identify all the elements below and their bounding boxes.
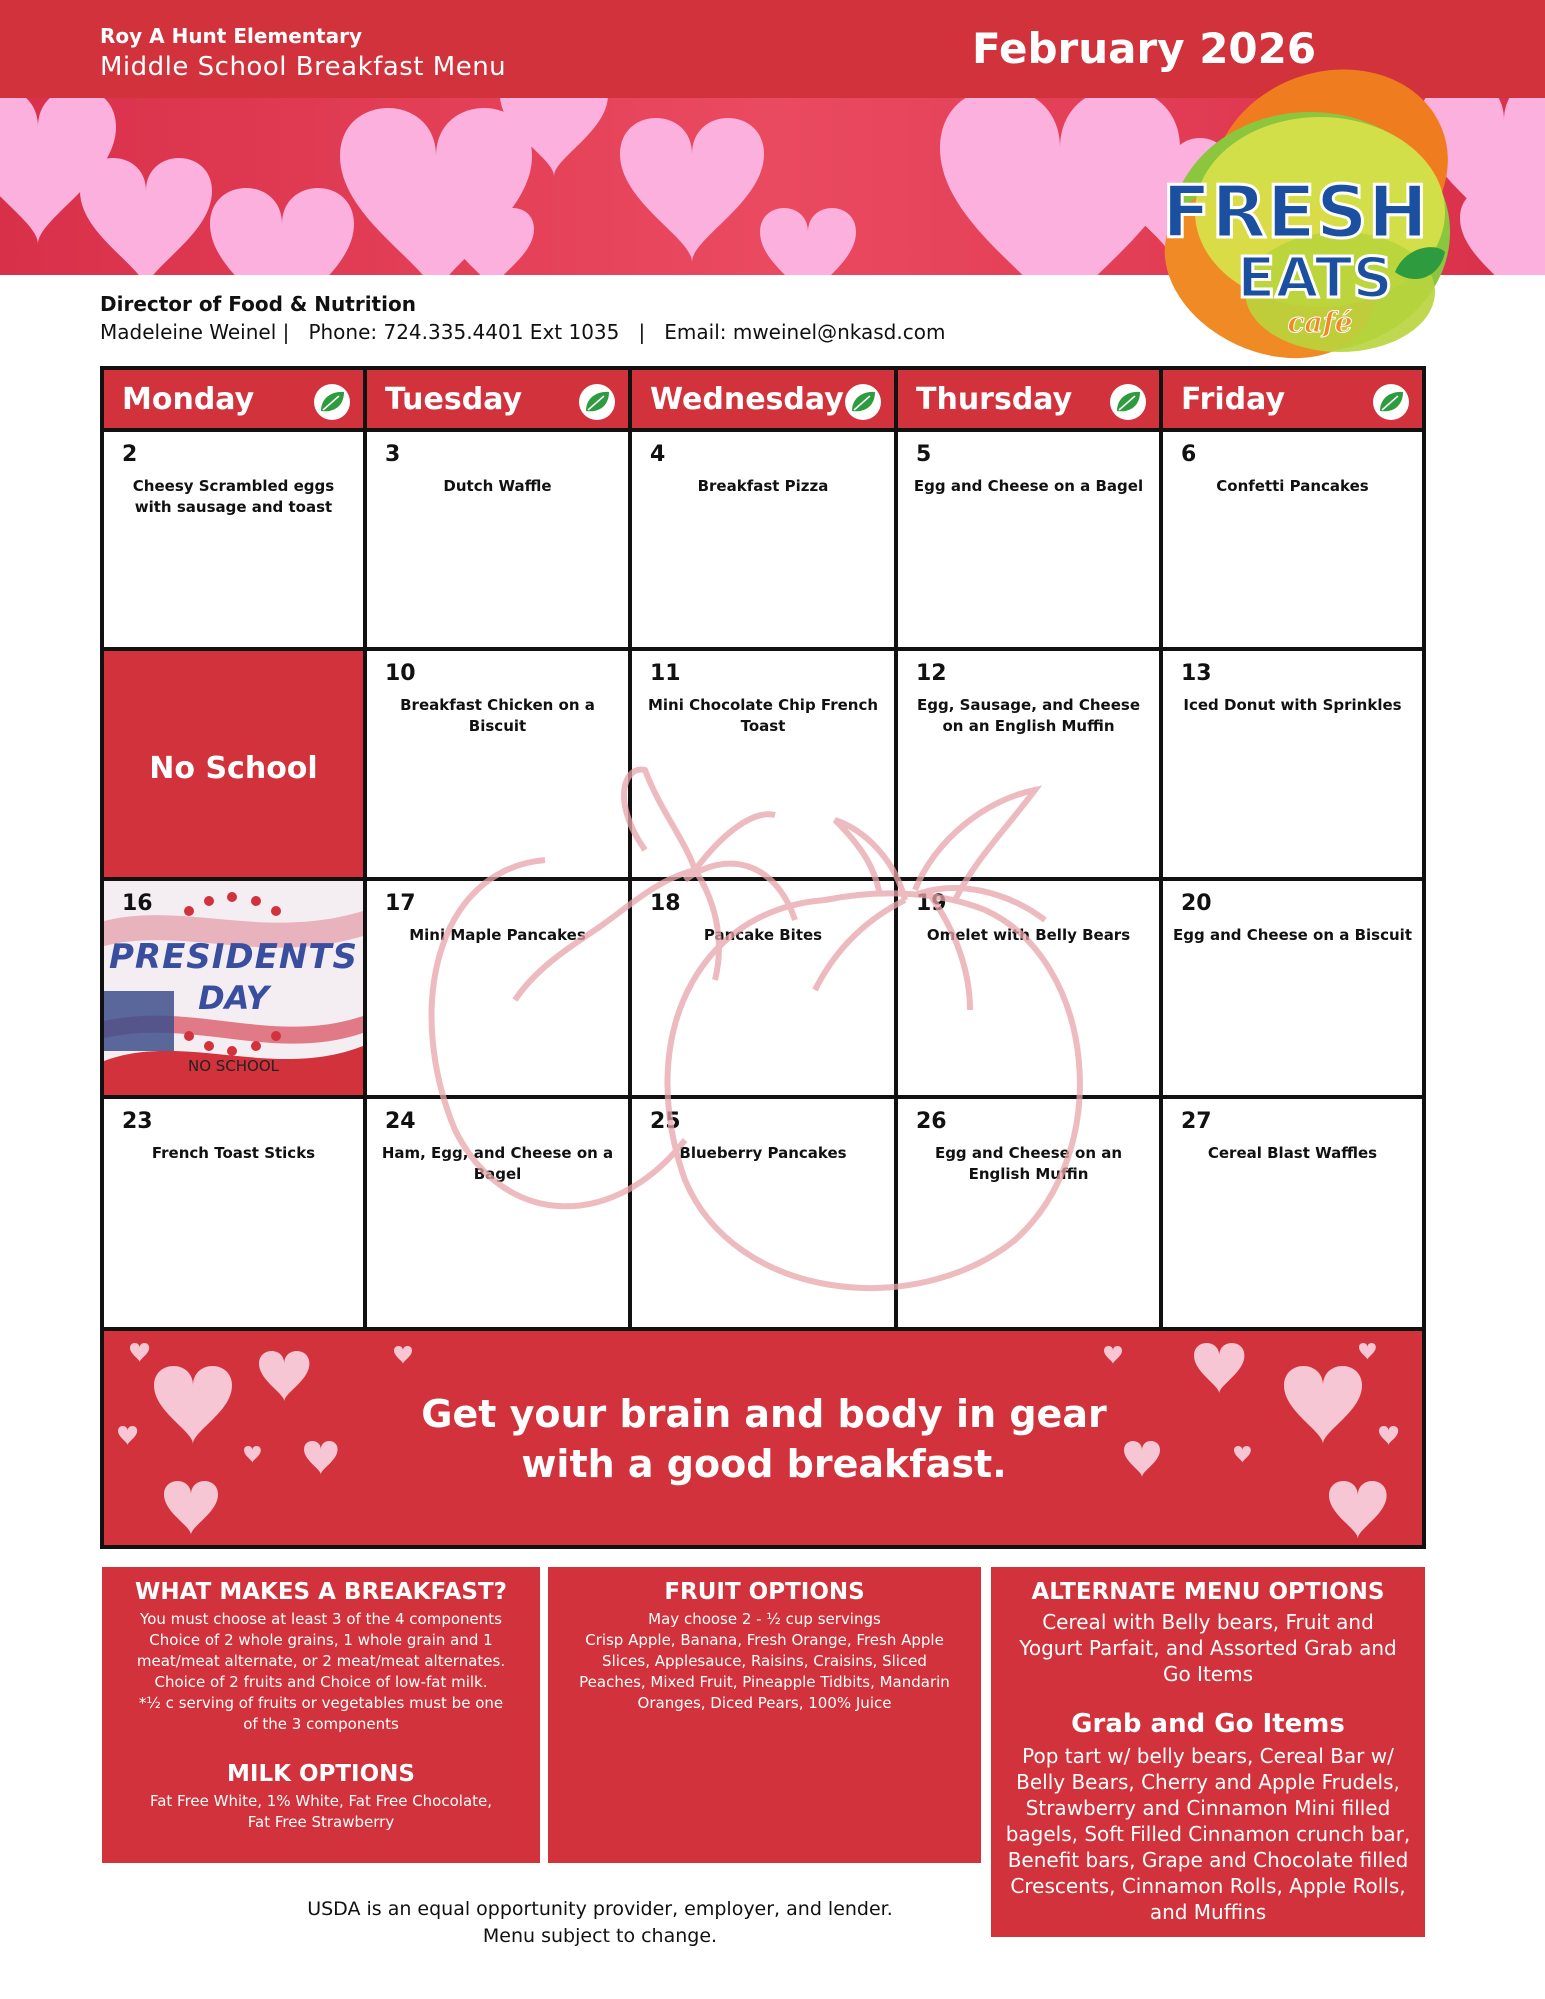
day-number: 5 <box>916 442 932 467</box>
menu-title: Middle School Breakfast Menu <box>100 52 507 82</box>
meal-item: Iced Donut with Sprinkles <box>1183 696 1402 714</box>
day-cell <box>104 1099 367 1331</box>
fruit-list: Crisp Apple, Banana, Fresh Orange, Fresh Apple Slices, Applesauce, Raisins, Craisins, Sliced Peaches, Mixed Fruit, Pineapple Tidbits, Mandarin Oranges, Diced Pears, 100% Juice <box>579 1631 950 1712</box>
day-name: Friday <box>1181 382 1286 417</box>
grab-go-title: Grab and Go Items <box>1071 1709 1345 1739</box>
day-number: 6 <box>1181 442 1197 467</box>
breakfast-rule-1: You must choose at least 3 of the 4 components <box>140 1610 502 1628</box>
meal-item: Egg and Cheese on a Biscuit <box>1173 926 1412 944</box>
day-cell <box>367 1099 632 1331</box>
meal-item: Pancake Bites <box>703 926 823 944</box>
meal-item: Cheesy Scrambled eggs with sausage and toast <box>132 477 335 516</box>
day-name: Thursday <box>916 382 1073 417</box>
breakfast-rule-4: *½ c serving of fruits or vegetables must be one of the 3 components <box>138 1694 504 1733</box>
meal-item: Cereal Blast Waffles <box>1207 1144 1378 1162</box>
day-cell <box>367 432 632 651</box>
leaf-icon <box>313 383 351 421</box>
day-cell <box>104 432 367 651</box>
breakfast-rule-3: Choice of 2 fruits and Choice of low-fat milk. <box>154 1673 488 1691</box>
meal-item: Mini Chocolate Chip French Toast <box>647 696 879 735</box>
day-cell <box>1163 881 1422 1099</box>
day-number: 16 <box>122 891 153 916</box>
day-cell <box>367 881 632 1099</box>
menu-disclaimer: Menu subject to change. <box>482 1925 718 1947</box>
day-name: Monday <box>122 382 255 417</box>
footer <box>200 1896 1000 1950</box>
no-school-label: No School <box>149 751 318 786</box>
day-cell <box>898 881 1163 1099</box>
meal-item: French Toast Sticks <box>151 1144 316 1162</box>
day-cell <box>898 1099 1163 1331</box>
day-name: Wednesday <box>650 382 844 417</box>
presidents-title: PRESIDENTS <box>108 937 359 977</box>
promo-message: Get your brain and body in gear with a good breakfast. <box>421 1392 1107 1486</box>
day-number: 11 <box>650 661 681 686</box>
meal-item: Egg, Sausage, and Cheese on an English Muffin <box>916 696 1141 735</box>
meal-item: Confetti Pancakes <box>1216 477 1369 495</box>
day-number: 12 <box>916 661 947 686</box>
day-cell <box>632 651 898 881</box>
day-cell <box>1163 1099 1422 1331</box>
alternate-title: ALTERNATE MENU OPTIONS <box>1031 1579 1385 1605</box>
milk-title: MILK OPTIONS <box>227 1761 415 1787</box>
day-number: 26 <box>916 1109 947 1134</box>
promo-banner <box>104 1331 1422 1545</box>
leaf-icon <box>1109 383 1147 421</box>
presidents-day-word: DAY <box>198 979 269 1017</box>
day-number: 25 <box>650 1109 681 1134</box>
fruit-options-box <box>548 1567 981 1863</box>
meal-item: Dutch Waffle <box>443 477 552 495</box>
alternate-text: Cereal with Belly bears, Fruit and Yogurt Parfait, and Assorted Grab and Go Items <box>1019 1610 1397 1686</box>
day-number: 24 <box>385 1109 416 1134</box>
meal-item: Breakfast Pizza <box>697 477 829 495</box>
menu-calendar <box>100 366 1426 1549</box>
day-number: 20 <box>1181 891 1212 916</box>
alternate-menu-box <box>991 1567 1425 1937</box>
breakfast-title: WHAT MAKES A BREAKFAST? <box>135 1579 507 1605</box>
day-number: 4 <box>650 442 666 467</box>
milk-options: Fat Free White, 1% White, Fat Free Chocolate, Fat Free Strawberry <box>149 1792 493 1831</box>
day-cell <box>367 651 632 881</box>
day-cell <box>632 432 898 651</box>
no-school-cell <box>104 651 367 881</box>
director-title: Director of Food & Nutrition <box>100 292 416 316</box>
day-cell <box>898 432 1163 651</box>
day-cell <box>1163 651 1422 881</box>
day-number: 17 <box>385 891 416 916</box>
meal-item: Egg and Cheese on an English Muffin <box>934 1144 1123 1183</box>
day-cell <box>1163 432 1422 651</box>
no-school-note: NO SCHOOL <box>187 1057 280 1075</box>
meal-item: Ham, Egg, and Cheese on a Bagel <box>381 1144 614 1183</box>
day-header-wednesday <box>632 370 898 432</box>
day-number: 10 <box>385 661 416 686</box>
day-header-friday <box>1163 370 1422 432</box>
school-name: Roy A Hunt Elementary <box>100 24 363 48</box>
fruit-title: FRUIT OPTIONS <box>664 1579 865 1605</box>
day-header-monday <box>104 370 367 432</box>
day-number: 27 <box>1181 1109 1212 1134</box>
day-number: 2 <box>122 442 138 467</box>
logo-cafe-text: café <box>1287 306 1353 339</box>
day-cell <box>632 1099 898 1331</box>
grab-go-text: Pop tart w/ belly bears, Cereal Bar w/ Belly Bears, Cherry and Apple Frudels, Strawberry and Cinnamon Mini filled bagels, Soft Filled Cinnamon crunch bar, Benefit bars, Grape and Chocolate filled Crescents, Cinnamon Rolls, Apple Rolls, and Muffins <box>1005 1744 1411 1924</box>
day-cell <box>632 881 898 1099</box>
day-number: 23 <box>122 1109 153 1134</box>
meal-item: Mini Maple Pancakes <box>409 926 586 944</box>
day-number: 3 <box>385 442 401 467</box>
breakfast-components-box <box>102 1567 540 1863</box>
meal-item: Breakfast Chicken on a Biscuit <box>400 696 595 735</box>
meal-item: Blueberry Pancakes <box>679 1144 847 1162</box>
day-header-thursday <box>898 370 1163 432</box>
meal-item: Egg and Cheese on a Bagel <box>913 477 1144 495</box>
day-number: 19 <box>916 891 947 916</box>
fresh-eats-logo <box>1140 62 1460 372</box>
director-contact: Madeleine Weinel | Phone: 724.335.4401 Ext 1035 | Email: mweinel@nkasd.com <box>100 320 946 344</box>
presidents-day-cell <box>104 881 367 1099</box>
breakfast-rule-2: Choice of 2 whole grains, 1 whole grain and 1 meat/meat alternate, or 2 meat/meat alternates. <box>136 1631 506 1670</box>
leaf-icon <box>578 383 616 421</box>
usda-statement: USDA is an equal opportunity provider, employer, and lender. <box>307 1898 893 1920</box>
leaf-icon <box>1372 383 1410 421</box>
meal-item: Omelet with Belly Bears <box>926 926 1131 944</box>
day-name: Tuesday <box>385 382 523 417</box>
logo-eats-text: EATS <box>1237 246 1393 311</box>
day-header-tuesday <box>367 370 632 432</box>
day-number: 18 <box>650 891 681 916</box>
fruit-servings: May choose 2 - ½ cup servings <box>648 1610 881 1628</box>
day-cell <box>898 651 1163 881</box>
day-number: 13 <box>1181 661 1212 686</box>
logo-fresh-text: FRESH <box>1162 170 1428 254</box>
leaf-icon <box>844 383 882 421</box>
month-title: February 2026 <box>972 24 1317 73</box>
